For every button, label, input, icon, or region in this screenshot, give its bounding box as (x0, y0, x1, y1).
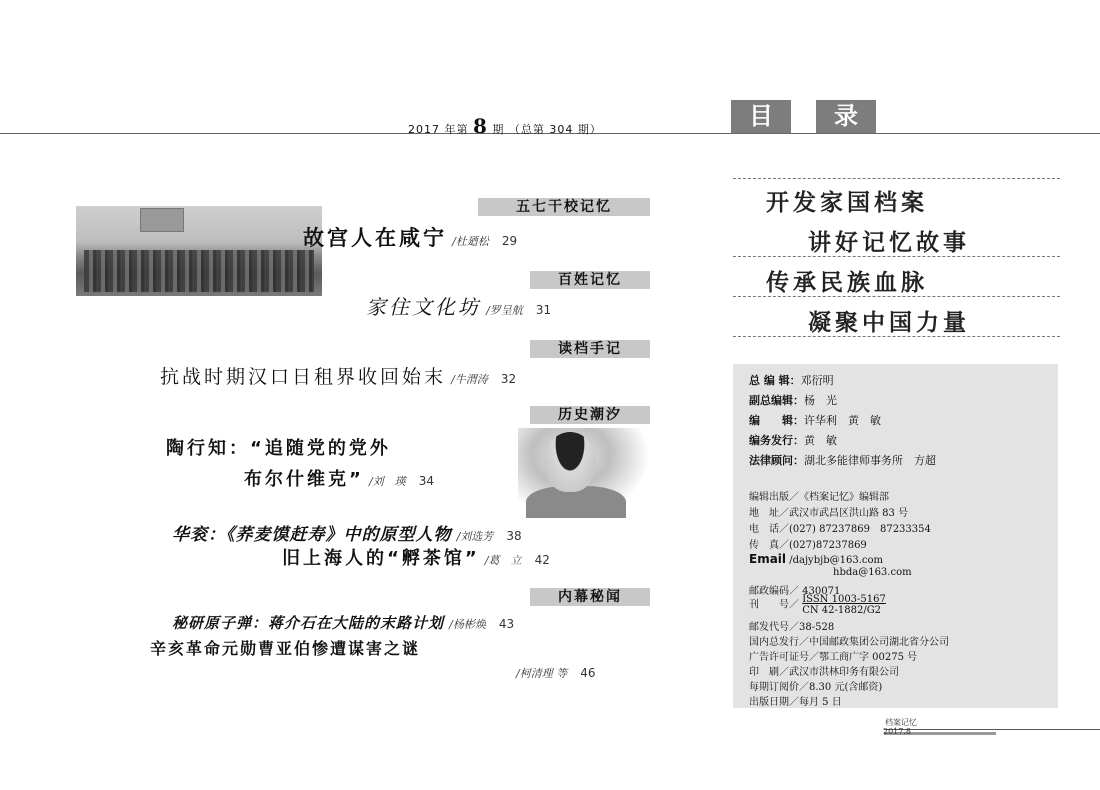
staff-role: 副总编辑： (749, 394, 804, 407)
colophon-serial (749, 594, 886, 616)
staff-row (749, 432, 837, 448)
toc-entry-6[interactable] (282, 544, 550, 570)
article-page: 42 (534, 553, 550, 567)
staff-name: 湖北多能律师事务所 方超 (804, 454, 936, 467)
article-title: 故宫人在咸宁 (303, 225, 447, 250)
contents-title-char-2: 录 (816, 100, 876, 133)
colophon-price: 每期订阅价／8.30 元(含邮资) (749, 682, 883, 693)
toc-entry-3[interactable] (160, 362, 516, 389)
slogan-divider (733, 178, 1060, 179)
article-author: /柯清理 等 (516, 667, 568, 680)
colophon-publisher: 编辑出版／《档案记忆》编辑部 (749, 492, 889, 503)
article-title: 旧上海人的“孵茶馆” (282, 548, 480, 569)
section-label-dudang: 读档手记 (530, 340, 650, 358)
colophon-email (749, 552, 883, 566)
staff-role: 编务发行： (749, 434, 804, 447)
colophon-ad-license: 广告许可证号／鄂工商广字 00275 号 (749, 652, 918, 663)
article-page: 32 (500, 372, 517, 386)
article-title-cont: 布尔什维克” (244, 469, 364, 490)
serial-label: 刊 号／ (749, 599, 799, 611)
toc-entry-1[interactable] (303, 222, 517, 252)
cn-number: CN 42-1882/G2 (802, 605, 882, 616)
email-address-1[interactable]: /dajybjb@163.com (789, 555, 883, 566)
staff-name: 邓衍明 (800, 374, 834, 387)
portrait-head (544, 432, 596, 492)
photo-flag (140, 208, 184, 232)
article-author: /葛 立 (484, 554, 522, 567)
staff-name: 杨 光 (804, 394, 837, 407)
article-author: /刘选芳 (456, 530, 494, 543)
slogan-1: 开发家国档案 (766, 190, 928, 216)
section-label-lishi: 历史潮汐 (530, 406, 650, 424)
article-page: 46 (580, 666, 596, 680)
article-page: 43 (498, 617, 515, 631)
staff-row (749, 372, 834, 388)
toc-entry-2[interactable] (366, 291, 551, 320)
staff-role: 总 编 辑： (749, 374, 801, 387)
email-address-2[interactable]: hbda@163.com (833, 567, 912, 578)
colophon-date: 出版日期／每月 5 日 (749, 697, 842, 708)
toc-entry-8[interactable]: 辛亥革命元勋曹亚伯惨遭谋害之谜 (150, 639, 421, 658)
slogan-3: 传承民族血脉 (766, 270, 928, 296)
article-author: /杜廼松 (452, 235, 489, 248)
article-author: /罗呈航 (486, 304, 523, 317)
article-title: 家住文化坊 (366, 295, 481, 319)
staff-name: 许华利 黄 敏 (804, 414, 881, 427)
staff-row (749, 392, 837, 408)
article-title: 秘研原子弹：蒋介石在大陆的末路计划 (172, 614, 445, 632)
photo-crowd (84, 250, 314, 292)
colophon-box (733, 364, 1058, 708)
email-label: Email (749, 552, 787, 566)
section-label-neimu: 内幕秘闻 (530, 588, 650, 606)
slogan-divider (733, 256, 1060, 257)
article-author: /杨彬焕 (449, 618, 486, 631)
slogan-divider (733, 336, 1060, 337)
slogan-2: 讲好记忆故事 (808, 230, 970, 256)
toc-entry-4-line2[interactable] (244, 465, 434, 491)
article-title: 抗战时期汉口日租界收回始末 (160, 366, 447, 388)
slogan-divider (733, 296, 1060, 297)
colophon-postal-code: 邮发代号／38-528 (749, 622, 835, 633)
contents-title-char-1: 目 (731, 100, 791, 133)
staff-role: 法律顾问： (749, 454, 804, 467)
serial-numbers (802, 594, 886, 616)
toc-entry-4-line1[interactable]: 陶行知：“追随党的党外 (166, 438, 391, 459)
cadre-school-group-photo (76, 206, 322, 296)
staff-role: 编 辑： (749, 414, 804, 427)
colophon-distribution: 国内总发行／中国邮政集团公司湖北省分公司 (749, 637, 949, 648)
staff-row (749, 412, 881, 428)
issue-info (408, 114, 602, 138)
staff-name: 黄 敏 (804, 434, 837, 447)
footer-rule (884, 729, 1100, 730)
article-author: /刘 瑛 (368, 475, 406, 488)
footer-magazine-name: 档案记忆 (885, 718, 917, 727)
colophon-phone: 电 话／(027) 87237869 87233354 (749, 524, 931, 535)
colophon-address: 地 址／武汉市武昌区洪山路 83 号 (749, 508, 909, 519)
article-page: 29 (501, 234, 518, 248)
footer-date: 2017.8 (883, 727, 911, 736)
toc-entry-5[interactable] (172, 520, 522, 545)
colophon-postcode: 邮政编码／ 430071 (749, 586, 841, 597)
colophon-printer: 印 刷／武汉市洪林印务有限公司 (749, 667, 899, 678)
staff-row (749, 452, 936, 468)
toc-entry-8-byline (516, 662, 596, 681)
section-label-wuqi: 五七干校记忆 (478, 198, 650, 216)
slogan-4: 凝聚中国力量 (808, 310, 970, 336)
article-page: 38 (506, 529, 522, 543)
issue-prefix: 2017 年第 (408, 123, 469, 136)
issue-number: 8 (473, 114, 488, 138)
portrait-photo (518, 428, 650, 518)
article-page: 31 (535, 303, 552, 317)
issue-suffix: 期 （总第 304 期） (492, 123, 602, 136)
section-label-baixing: 百姓记忆 (530, 271, 650, 289)
toc-entry-7[interactable] (172, 612, 514, 633)
colophon-fax: 传 真／(027)87237869 (749, 540, 867, 551)
article-author: /牛渭涛 (451, 373, 488, 386)
article-title: 华衮：《荞麦馍赶寿》中的原型人物 (172, 525, 452, 545)
issn-number: ISSN 1003-5167 (802, 594, 886, 605)
article-page: 34 (418, 474, 435, 488)
